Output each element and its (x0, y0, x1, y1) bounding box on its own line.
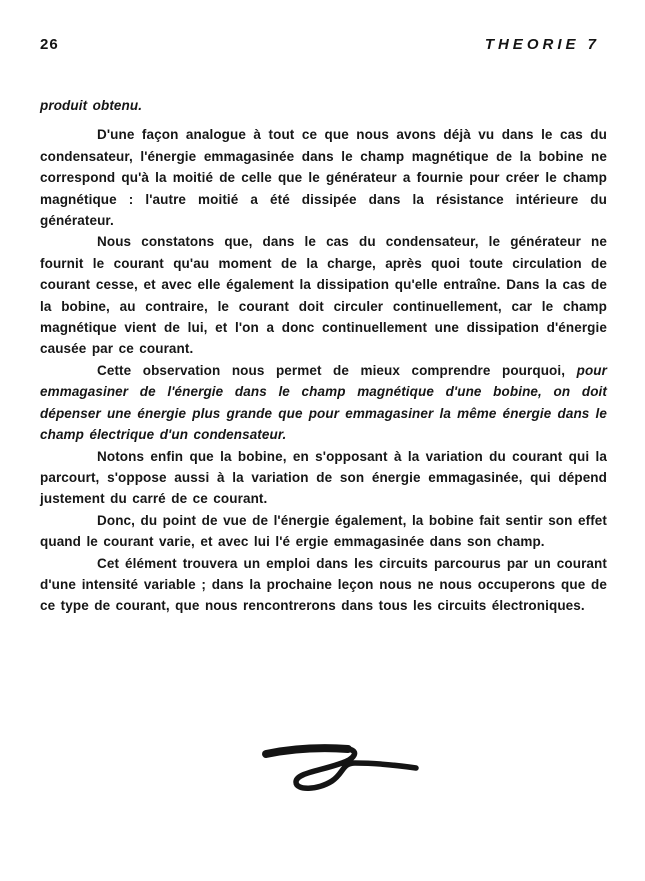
paragraph-segment: Cette observation nous permet de mieux comprendre pourquoi, (97, 362, 577, 378)
paragraph (40, 553, 607, 617)
page-header (40, 36, 600, 53)
header-title: THEORIE 7 (484, 36, 600, 53)
end-flourish-icon (250, 735, 430, 797)
paragraph (40, 510, 607, 553)
paragraph-segment: pour emmagasiner de l'énergie dans le champ magnétique d'une bobine, on doit dépenser une énergie plus grande que pour emmagasiner la même énergie dans le champ électrique d'un condensateur. (40, 362, 607, 443)
paragraph-segment: Donc, du point de vue de l'énergie également, la bobine fait sentir son effet quand le courant varie, et avec lui l'é ergie emmagasinée dans son champ. (40, 512, 607, 550)
paragraph-segment: produit obtenu. (40, 98, 143, 113)
paragraph-segment: Nous constatons que, dans le cas du condensateur, le générateur ne fournit le courant qu'au moment de la charge, après quoi toute circulation de courant cesse, et avec elle également la dissipation qu'elle entraîne. Dans la cas de la bobine, au contraire, le courant doit circuler continuellement, car le champ magnétique vient de lui, et l'on a donc continuellement une dissipation d'énergie causée par ce courant. (40, 234, 607, 357)
paragraph-segment: Notons enfin que la bobine, en s'opposant à la variation du courant qui la parcourt, s'oppose aussi à la variation de son énergie emmagasinée, qui dépend justement du carré de ce courant. (40, 448, 607, 507)
paragraph (40, 446, 607, 510)
paragraph (40, 360, 607, 446)
paragraph-segment: Cet élément trouvera un emploi dans les circuits parcourus par un courant d'une intensité variable ; dans la prochaine leçon nous ne nous occuperons que de ce type de courant, que nous rencontrerons dans tous les circuits électroniques. (40, 555, 607, 614)
body-text (40, 95, 607, 617)
paragraph (40, 124, 607, 231)
paragraph (40, 231, 607, 359)
paragraph-segment: D'une façon analogue à tout ce que nous avons déjà vu dans le cas du condensateur, l'énergie emmagasinée dans le champ magnétique de la bobine ne correspond qu'à la moitié de celle que le générateur a fournie pour créer le champ magnétique : l'autre moitié a été dissipée dans la résistance intérieure du générateur. (40, 127, 607, 229)
page-number: 26 (40, 36, 59, 53)
paragraph (40, 95, 607, 116)
